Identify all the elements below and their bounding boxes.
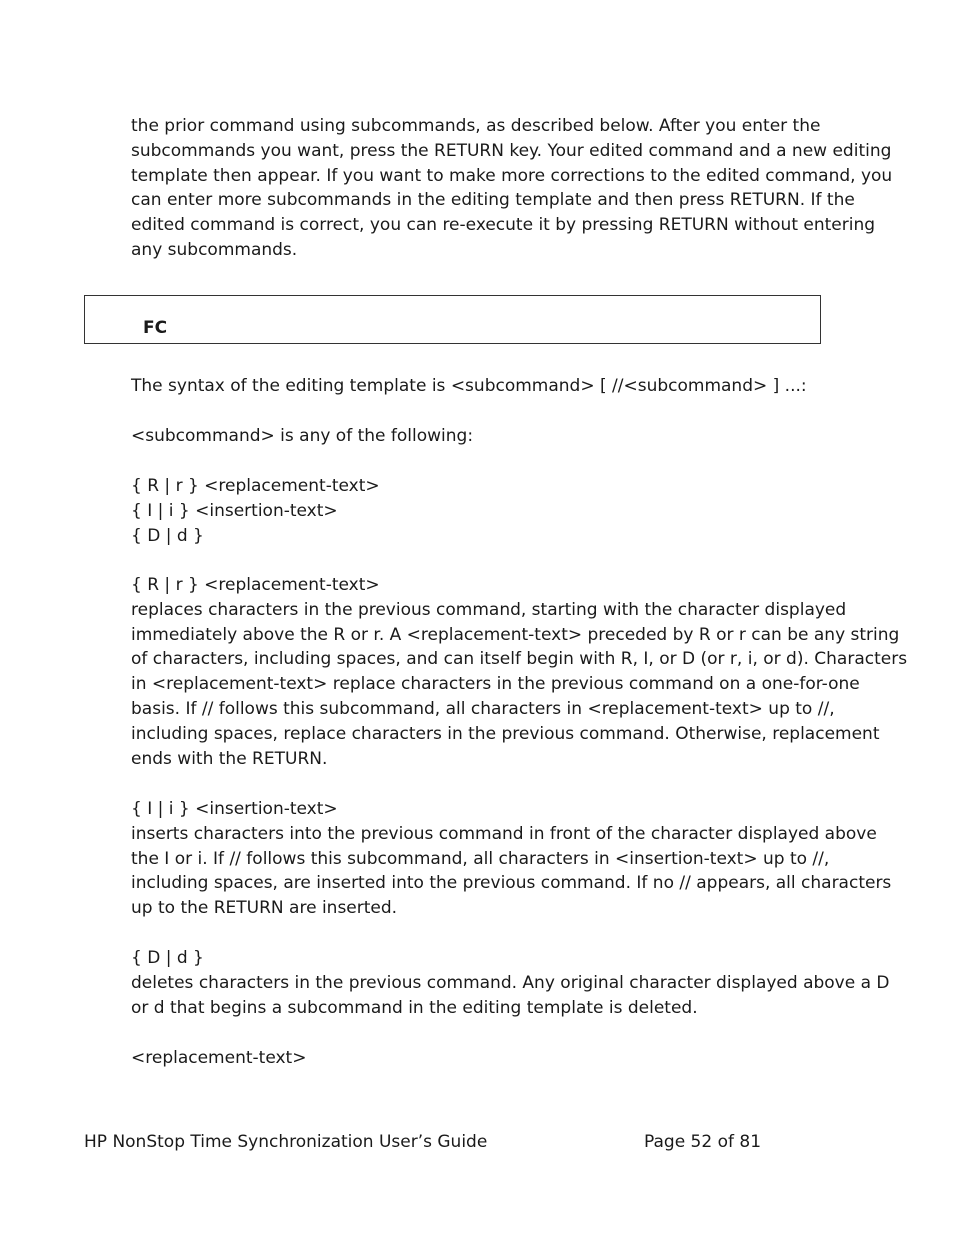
replace-line: including spaces, replace characters in the previous command. Otherwise, replacement — [131, 723, 880, 744]
subcommand-intro-line: <subcommand> is any of the following: — [131, 426, 474, 446]
subcommand-list-item: { R | r } <replacement-text> — [131, 476, 380, 496]
insert-section — [131, 797, 892, 921]
delete-heading: { D | d } — [131, 948, 204, 968]
replace-section — [131, 573, 908, 771]
replace-line: basis. If // follows this subcommand, all characters in <replacement-text> up to //, — [131, 698, 835, 719]
insert-line: the I or i. If // follows this subcommand, all characters in <insertion-text> up to //, — [131, 848, 830, 869]
syntax-paragraph — [131, 374, 876, 399]
subcommand-list-item: { D | d } — [131, 525, 204, 546]
replace-line: replaces characters in the previous command, starting with the character displayed — [131, 599, 847, 620]
intro-paragraph — [131, 114, 893, 263]
intro-line: edited command is correct, you can re-execute it by pressing RETURN without entering — [131, 215, 876, 236]
delete-section — [131, 946, 890, 1020]
subcommand-list-item: { I | i } <insertion-text> — [131, 500, 338, 521]
replacement-text-heading: <replacement-text> — [131, 1048, 307, 1068]
insert-line: up to the RETURN are inserted. — [131, 898, 398, 919]
intro-line: subcommands you want, press the RETURN key. Your edited command and a new editing — [131, 140, 892, 161]
insert-line: inserts characters into the previous command in front of the character displayed above — [131, 823, 877, 844]
delete-line: or d that begins a subcommand in the editing template is deleted. — [131, 997, 698, 1018]
footer-page-number: Page 52 of 81 — [644, 1132, 762, 1152]
insert-heading: { I | i } <insertion-text> — [131, 799, 338, 819]
insert-line: including spaces, are inserted into the previous command. If no // appears, all characters — [131, 873, 892, 894]
command-box — [84, 295, 821, 344]
replace-heading: { R | r } <replacement-text> — [131, 575, 380, 595]
subcommand-intro — [131, 424, 876, 449]
replace-line: immediately above the R or r. A <replacement-text> preceded by R or r can be any string — [131, 624, 900, 645]
intro-line: the prior command using subcommands, as described below. After you enter the — [131, 116, 821, 136]
command-text: FC — [143, 318, 168, 338]
subcommand-list — [131, 474, 876, 548]
replacement-text-section — [131, 1046, 876, 1071]
intro-line: any subcommands. — [131, 239, 298, 260]
intro-line: template then appear. If you want to make more corrections to the edited command, you — [131, 165, 893, 186]
replace-line: of characters, including spaces, and can itself begin with R, I, or D (or r, i, or d). Characters — [131, 649, 908, 670]
footer-title: HP NonStop Time Synchronization User’s Guide — [84, 1132, 488, 1152]
delete-line: deletes characters in the previous command. Any original character displayed above a D — [131, 972, 890, 993]
replace-line: ends with the RETURN. — [131, 748, 328, 769]
intro-line: can enter more subcommands in the editing template and then press RETURN. If the — [131, 190, 855, 211]
syntax-line: The syntax of the editing template is <subcommand> [ //<subcommand> ] ...: — [131, 376, 807, 396]
replace-line: in <replacement-text> replace characters in the previous command on a one-for-one — [131, 674, 860, 695]
